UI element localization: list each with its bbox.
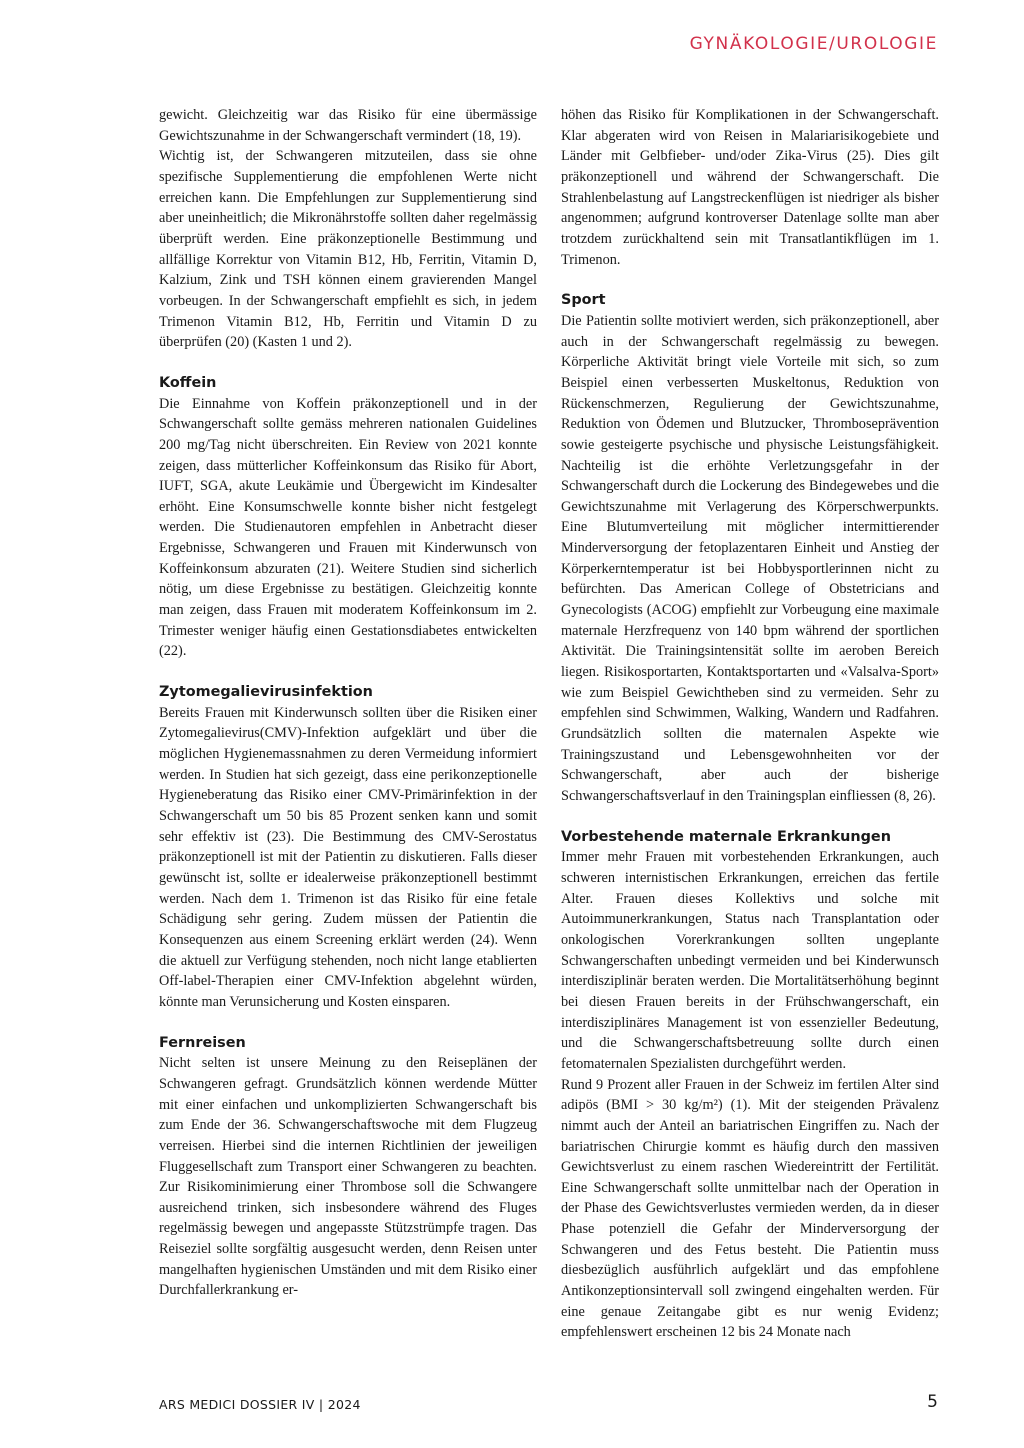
paragraph: Die Patientin sollte motiviert werden, sich präkonzeptionell, aber auch in der Schwangerschaft regelmässig zu bewegen. Körperliche Aktivität bringt viele Vorteile mit sich, so zum Beispiel einen verbesserten Muskeltonus, Reduktion von Rückenschmerzen, Regulierung der Gewichtszunahme, Reduktion von Ödemen und Blutzucker, Thromboseprävention sowie gesteigerte psychische und physische Leistungsfähigkeit. Nachteilig ist die erhöhte Verletzungsgefahr in der Schwangerschaft durch die Lockerung des Bindegewebes und die Gewichtszunahme mit Verlagerung des Körperschwerpunkts. Eine Blutumverteilung mit möglicher intermittierender Minderversorgung der fetoplazentaren Einheit und Anstieg der Körperkerntemperatur ist bei Hobbysportlerinnen nicht zu befürchten. Das American College of Obstetricians and Gynecologists (ACOG) empfiehlt zur Vorbeugung eine maximale maternale Herzfrequenz von 140 bpm während der sportlichen Aktivität. Die Trainingsintensität sollte im aeroben Bereich liegen. Risikosportarten, Kontaktsportarten und «Valsalva-Sport» wie zum Beispiel Gewichtheben sind zu vermeiden. Sehr zu empfehlen sind Schwimmen, Walking, Wandern und Radfahren. Grundsätzlich sollten die maternalen Aspekte wie Trainingszustand und Lebensgewohnheiten vor der Schwangerschaft, aber auch der bisherige Schwangerschaftsverlauf in den Trainingsplan einfliessen (8, 26).: [561, 312, 939, 804]
left-column: [159, 105, 537, 1301]
paragraph: Nicht selten ist unsere Meinung zu den Reiseplänen der Schwangeren gefragt. Grundsätzlich können werdende Mütter mit einer einfachen und unkomplizierten Schwangerschaft bis zum Ende der 36. Schwangerschaftswoche mit dem Flugzeug verreisen. Hierbei sind die internen Richtlinien der jeweiligen Fluggesellschaft zum Transport einer Schwangeren zu beachten. Zur Risikominimierung einer Thrombose soll die Schwangere ausreichend trinken, sich insbesondere während des Fluges regelmässig bewegen und angepasste Stützstrümpfe tragen. Das Reiseziel sollte sorgfältig ausgesucht werden, denn Reisen unter mangelhaften hygienischen Umständen und mit dem Risiko einer Durchfallerkrankung er-: [159, 1055, 537, 1299]
publication-footer: ARS MEDICI DOSSIER IV | 2024: [159, 1397, 361, 1412]
page-number: 5: [927, 1392, 938, 1412]
paragraph: höhen das Risiko für Komplikationen in der Schwangerschaft. Klar abgeraten wird von Reisen in Malariarisikogebiete und Länder mit Gelbfieber- und/oder Zika-Virus (25). Dies gilt präkonzeptionell und während der Schwangerschaft. Die Strahlenbelastung auf Langstreckenflügen ist niedriger als bisher angenommen; aufgrund kontroverser Datenlage sollte man aber trotzdem zurückhaltend sein mit Transatlantikflügen im 1. Trimenon.: [561, 107, 939, 268]
heading-sport: Sport: [561, 292, 606, 309]
heading-vorbestehende-erkrankungen: Vorbestehende maternale Erkrankungen: [561, 828, 891, 845]
paragraph: Immer mehr Frauen mit vorbestehenden Erkrankungen, auch schweren internistischen Erkrankungen, erreichen das fertile Alter. Frauen dieses Kollektivs und solche mit Autoimmunerkrankungen, Status nach Transplantation oder onkologischen Vorerkrankungen sollten ungeplante Schwangerschaften unbedingt vermeiden und bei Kinderwunsch interdisziplinär beraten werden. Die Mortalitätserhöhung beginnt bei diesen Frauen bereits in der Frühschwangerschaft, ein interdisziplinäres Management ist von essenzieller Bedeutung, und die Schwangerschaftsbetreuung sollte durch einen fetomaternalen Spezialisten durchgeführt werden.: [561, 849, 939, 1072]
paragraph: Bereits Frauen mit Kinderwunsch sollten über die Risiken einer Zytomegalievirus(CMV)-Infektion aufgeklärt und über die möglichen Hygienemassnahmen zu deren Vermeidung informiert werden. In Studien hat sich gezeigt, dass eine perikonzeptionelle Hygieneberatung das Risiko einer CMV-Primärinfektion in der Schwangerschaft um 50 bis 85 Prozent senken kann und somit sehr effektiv ist (23). Die Bestimmung des CMV-Serostatus präkonzeptionell ist mit der Patientin zu diskutieren. Falls dieser gewünscht ist, sollte er idealerweise präkonzeptionell bestimmt werden. Nach dem 1. Trimenon ist das Risiko für eine fetale Schädigung sehr gering. Zudem müssen der Patientin die Konsequenzen aus einem Screening erklärt werden (24). Wenn die aktuell zur Verfügung stehenden, noch nicht lange etablierten Off-label-Therapien einer CMV-Infektion abgelehnt würden, könnte man Verunsicherung und Kosten einsparen.: [159, 704, 537, 1010]
paragraph: Rund 9 Prozent aller Frauen in der Schweiz im fertilen Alter sind adipös (BMI > 30 kg/m²) (1). Mit der steigenden Prävalenz nimmt auch der Anteil an bariatrischen Eingriffen zu. Nach der bariatrischen Chirurgie kommt es häufig durch den massiven Gewichtsverlust zu einem raschen Wiedereintritt der Fertilität. Eine Schwangerschaft sollte unmittelbar nach der Operation in der Phase des Gewichtsverlustes vermieden werden, da in dieser Phase potenziell die Gefahr der Minderversorgung der Schwangeren und des Fetus besteht. Die Patientin muss diesbezüglich ausführlich aufgeklärt und das empfohlene Antikonzeptionsintervall soll zwingend eingehalten werden. Für eine genaue Zeitangabe gibt es nur wenig Evidenz; empfehlenswert erscheinen 12 bis 24 Monate nach: [561, 1076, 939, 1341]
section-header: GYNÄKOLOGIE/UROLOGIE: [689, 34, 938, 54]
paragraph: Wichtig ist, der Schwangeren mitzuteilen, dass sie ohne spezifische Supplementierung die empfohlenen Werte nicht erreichen kann. Die Empfehlungen zur Supplementierung sind aber uneinheitlich; die Mikronährstoffe sollten daher regelmässig überprüft werden. Eine präkonzeptionelle Bestimmung und allfällige Korrektur von Vitamin B12, Hb, Ferritin, Vitamin D, Kalzium, Zink und TSH können einem gravierenden Mangel vorbeugen. In der Schwangerschaft empfiehlt es sich, in jedem Trimenon Vitamin B12, Hb, Ferritin und Vitamin D zu überprüfen (20) (Kasten 1 und 2).: [159, 148, 537, 351]
heading-fernreisen: Fernreisen: [159, 1034, 246, 1051]
right-column: [561, 105, 939, 1343]
paragraph: gewicht. Gleichzeitig war das Risiko für eine übermässige Gewichtszunahme in der Schwangerschaft vermindert (18, 19).: [159, 107, 537, 144]
paragraph: Die Einnahme von Koffein präkonzeptionell und in der Schwangerschaft sollte gemäss mehreren nationalen Guidelines 200 mg/Tag nicht überschreiten. Ein Review von 2021 konnte zeigen, dass mütterlicher Koffeinkonsum das Risiko für Abort, IUFT, SGA, akute Leukämie und Übergewicht im Kindesalter erhöht. Eine Konsumschwelle konnte bisher nicht festgelegt werden. Die Studienautoren empfehlen in Anbetracht dieser Ergebnisse, Schwangeren und Frauen mit Kinderwunsch von Koffeinkonsum abzuraten (21). Weitere Studien sind sicherlich nötig, um diese Ergebnisse zu bestätigen. Gleichzeitig konnte man zeigen, dass Frauen mit moderatem Koffeinkonsum im 2. Trimester weniger häufig einen Gestationsdiabetes entwickelten (22).: [159, 395, 537, 660]
heading-zytomegalievirus: Zytomegalievirusinfektion: [159, 684, 373, 701]
heading-koffein: Koffein: [159, 374, 217, 391]
